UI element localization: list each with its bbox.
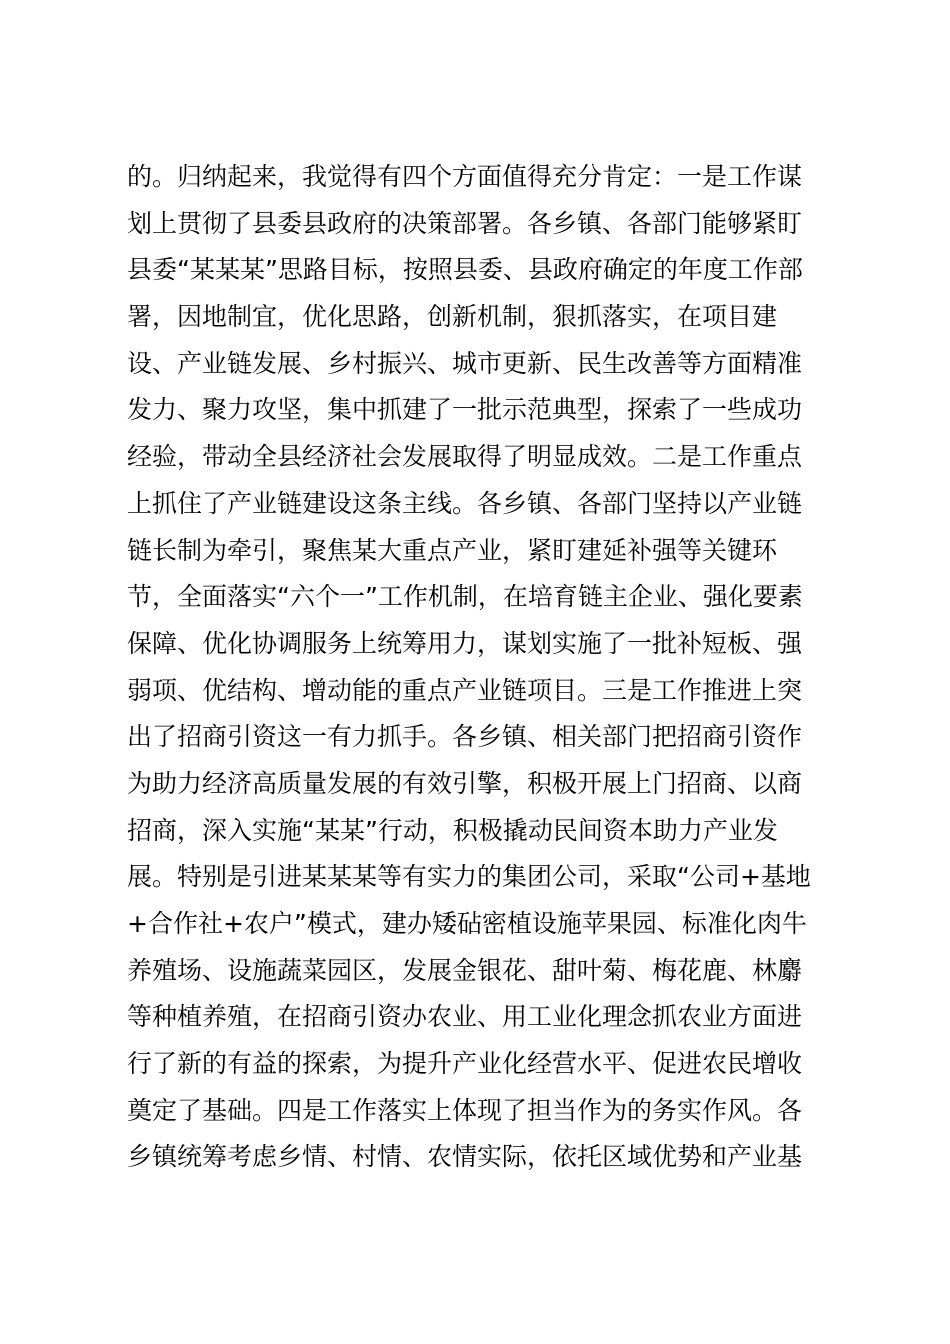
- text-line: 划上贯彻了县委县政府的决策部署。各乡镇、各部门能够紧盯: [127, 208, 803, 238]
- text-line: 展。特别是引进某某某等有实力的集团公司，采取“公司+基地: [127, 862, 811, 892]
- text-line: 设、产业链发展、乡村振兴、城市更新、民生改善等方面精准: [127, 348, 803, 378]
- text-line: 上抓住了产业链建设这条主线。各乡镇、各部门坚持以产业链: [127, 488, 803, 518]
- body-paragraph: [127, 154, 827, 1181]
- text-line: 奠定了基础。四是工作落实上体现了担当作为的务实作风。各: [127, 1095, 803, 1125]
- text-line: 乡镇统筹考虑乡情、村情、农情实际，依托区域优势和产业基: [127, 1142, 803, 1172]
- text-line: 为助力经济高质量发展的有效引擎，积极开展上门招商、以商: [127, 768, 803, 798]
- text-line: 招商，深入实施“某某”行动，积极撬动民间资本助力产业发: [127, 815, 778, 845]
- text-line: 养殖场、设施蔬菜园区，发展金银花、甜叶菊、梅花鹿、林麝: [127, 955, 803, 985]
- text-line: 出了招商引资这一有力抓手。各乡镇、相关部门把招商引资作: [127, 722, 803, 752]
- text-line: 等种植养殖，在招商引资办农业、用工业化理念抓农业方面进: [127, 1002, 803, 1032]
- text-line: 弱项、优结构、增动能的重点产业链项目。三是工作推进上突: [127, 675, 803, 705]
- text-line: +合作社+农户”模式，建办矮砧密植设施苹果园、标准化肉牛: [127, 909, 807, 938]
- text-line: 链长制为牵引，聚焦某大重点产业，紧盯建延补强等关键环: [127, 535, 778, 565]
- text-line: 的。归纳起来，我觉得有四个方面值得充分肯定：一是工作谋: [127, 162, 803, 191]
- text-line: 保障、优化协调服务上统筹用力，谋划实施了一批补短板、强: [127, 628, 803, 658]
- text-line: 署，因地制宜，优化思路，创新机制，狠抓落实，在项目建: [127, 302, 778, 332]
- text-line: 发力、聚力攻坚，集中抓建了一批示范典型，探索了一些成功: [127, 395, 803, 425]
- text-line: 节，全面落实“六个一”工作机制，在培育链主企业、强化要素: [127, 582, 803, 612]
- text-line: 县委“某某某”思路目标，按照县委、县政府确定的年度工作部: [127, 255, 803, 285]
- text-line: 经验，带动全县经济社会发展取得了明显成效。二是工作重点: [127, 442, 803, 472]
- text-line: 行了新的有益的探索，为提升产业化经营水平、促进农民增收: [127, 1049, 803, 1079]
